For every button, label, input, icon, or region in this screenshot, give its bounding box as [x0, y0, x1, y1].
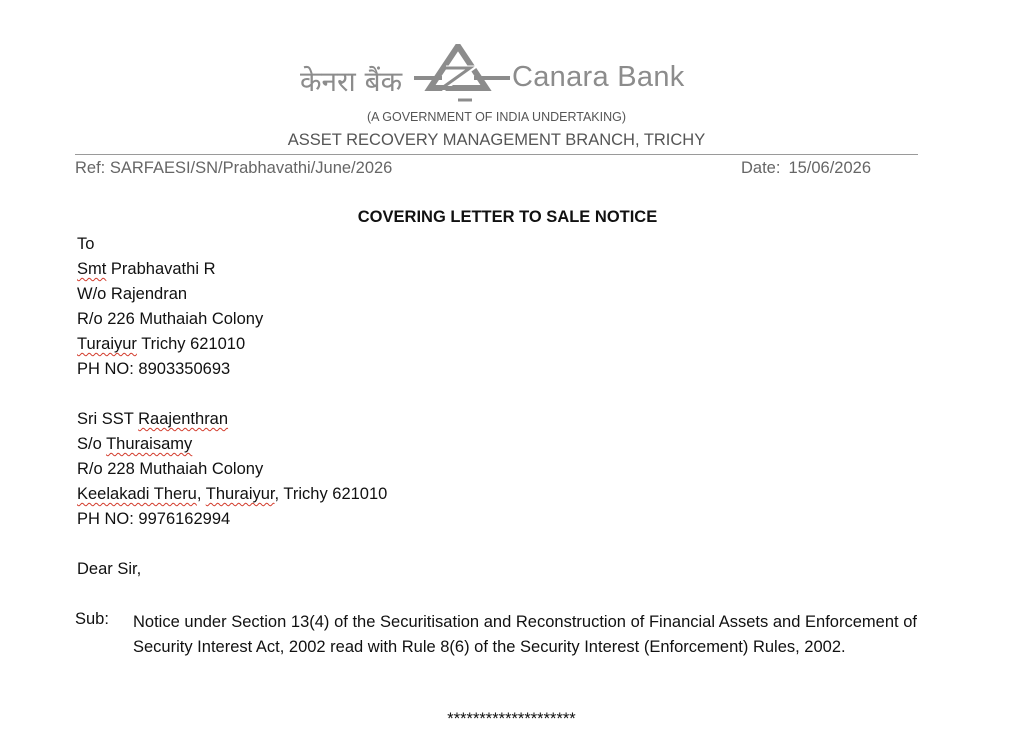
reference-number: Ref: SARFAESI/SN/Prabhavathi/June/2026 [75, 159, 393, 177]
recipient1-name-text: Prabhavathi R [106, 260, 216, 278]
recipient1-town: Turaiyur [77, 335, 137, 353]
subject-label: Sub: [75, 610, 109, 628]
recipient2-name-main: Raajenthran [138, 410, 229, 428]
recipient2-city-pin: , Trichy 621010 [274, 485, 388, 503]
recipient1-relation: W/o Rajendran [77, 285, 188, 303]
subject-text: Notice under Section 13(4) of the Securitisation and Reconstruction of Financial Assets and Enforcement of Security Interest Act, 2002 read with Rule 8(6) of the Security Interest (Enforcement) Rules, 2002. [133, 613, 917, 656]
recipient2-sep: , [196, 485, 206, 503]
logo-english-text: Canara Bank [512, 61, 685, 93]
recipient2-name [77, 410, 228, 429]
recipient2-town: Thuraiyur [205, 485, 275, 503]
to-label: To [77, 235, 95, 253]
recipient1-address2 [77, 335, 245, 354]
recipient2-relation [77, 435, 192, 454]
date-value: 15/06/2026 [788, 159, 872, 177]
recipient2-address1: R/o 228 Muthaiah Colony [77, 460, 264, 478]
recipient1-address1: R/o 226 Muthaiah Colony [77, 310, 264, 328]
recipient2-relation-name: Thuraisamy [106, 435, 193, 453]
separator-line: ******************** [447, 710, 576, 728]
recipient2-street: Keelakadi Theru [77, 485, 197, 503]
letter-title: COVERING LETTER TO SALE NOTICE [357, 208, 658, 226]
salutation: Dear Sir, [77, 560, 142, 578]
recipient1-name [77, 260, 216, 279]
header-divider [75, 154, 918, 155]
recipient1-city-pin: Trichy 621010 [136, 335, 246, 353]
canara-bank-logo-icon [412, 44, 512, 106]
recipient1-phone: PH NO: 8903350693 [77, 360, 231, 378]
recipient2-address2 [77, 485, 387, 504]
recipient2-phone: PH NO: 9976162994 [77, 510, 231, 528]
recipient2-name-prefix: Sri SST [77, 410, 139, 428]
recipient2-relation-prefix: S/o [77, 435, 107, 453]
date-label: Date: [741, 159, 781, 177]
logo-hindi-text: केनरा बैंक [300, 65, 403, 98]
date-line [741, 159, 871, 178]
recipient1-title: Smt [77, 260, 107, 278]
branch-name: ASSET RECOVERY MANAGEMENT BRANCH, TRICHY [287, 131, 706, 149]
govt-undertaking-line: (A GOVERNMENT OF INDIA UNDERTAKING) [366, 110, 627, 124]
